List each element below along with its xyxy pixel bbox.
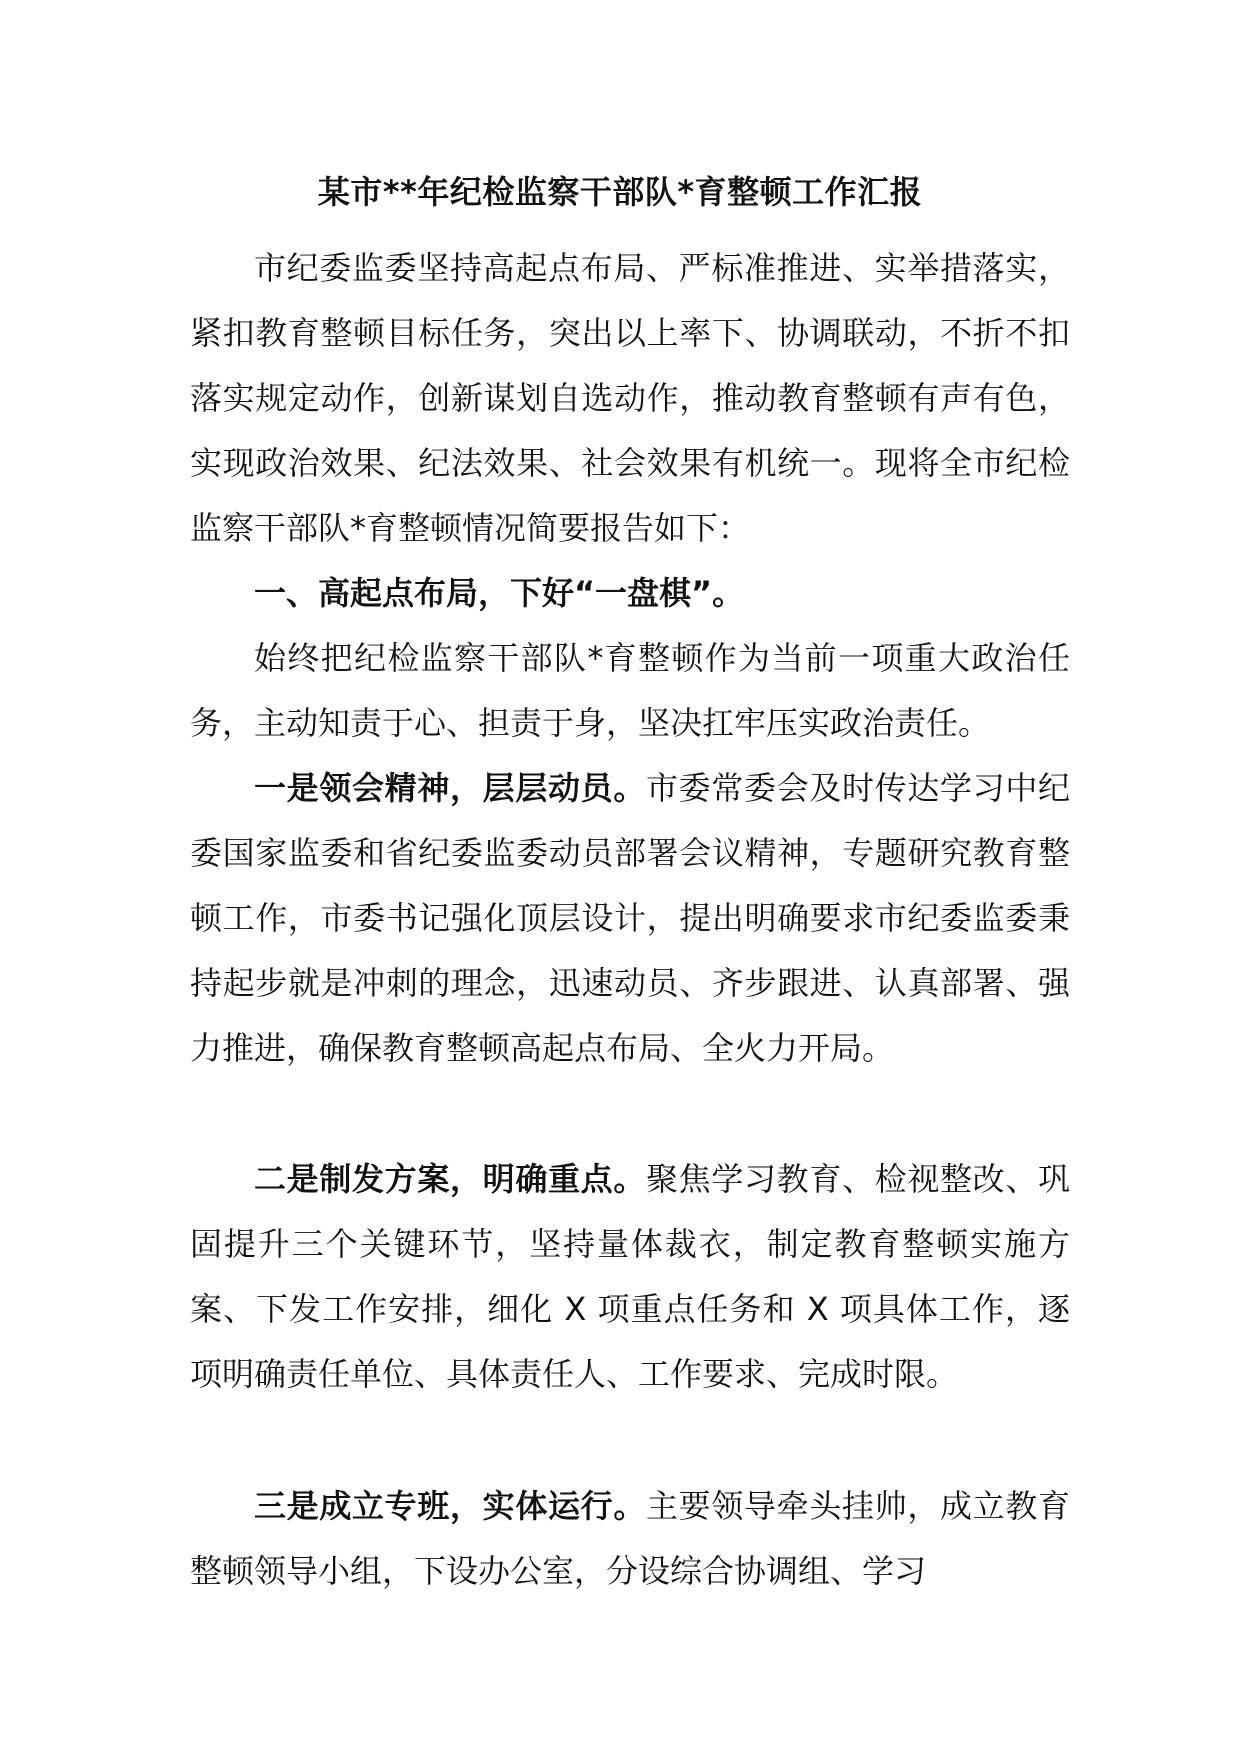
intro-paragraph: 市纪委监委坚持高起点布局、严标准推进、实举措落实，紧扣教育整顿目标任务，突出以上率下、协调联动，不折不扣落实规定动作，创新谋划自选动作，推动教育整顿有声有色，实现政治效果、纪法效果、社会效果有机统一。现将全市纪检监察干部队*育整顿情况简要报告如下： [190, 249, 1070, 547]
item-lead-2: 二是制发方案，明确重点。 [254, 1160, 646, 1198]
item-lead-1: 一是领会精神，层层动员。 [254, 769, 646, 807]
item-lead-3: 三是成立专班，实体运行。 [254, 1487, 646, 1525]
section-one-paragraph: 始终把纪检监察干部队*育整顿作为当前一项重大政治任务，主动知责于心、担责于身，坚决扛牢压实政治责任。 [190, 639, 1070, 742]
item-paragraph-2 [190, 1147, 1070, 1407]
document-title: 某市**年纪检监察干部队*育整顿工作汇报 [317, 173, 923, 211]
item-text-2: 聚焦学习教育、检视整改、巩固提升三个关键环节，坚持量体裁衣，制定教育整顿实施方案、下发工作安排，细化 X 项重点任务和 X 项具体工作，逐项明确责任单位、具体责任人、工作要求、完成时限。 [190, 1160, 1070, 1393]
item-paragraph-1 [190, 756, 1070, 1081]
section-heading-one: 一、高起点布局，下好“一盘棋”。 [254, 574, 745, 612]
item-text-1: 市委常委会及时传达学习中纪委国家监委和省纪委监委动员部署会议精神，专题研究教育整顿工作，市委书记强化顶层设计，提出明确要求市纪委监委秉持起步就是冲刺的理念，迅速动员、齐步跟进、认真部署、强力推进，确保教育整顿高起点布局、全火力开局。 [190, 769, 1070, 1067]
item-text-3: 主要领导牵头挂帅，成立教育整顿领导小组，下设办公室，分设综合协调组、学习 [190, 1487, 1070, 1590]
item-paragraph-3 [190, 1474, 1070, 1604]
